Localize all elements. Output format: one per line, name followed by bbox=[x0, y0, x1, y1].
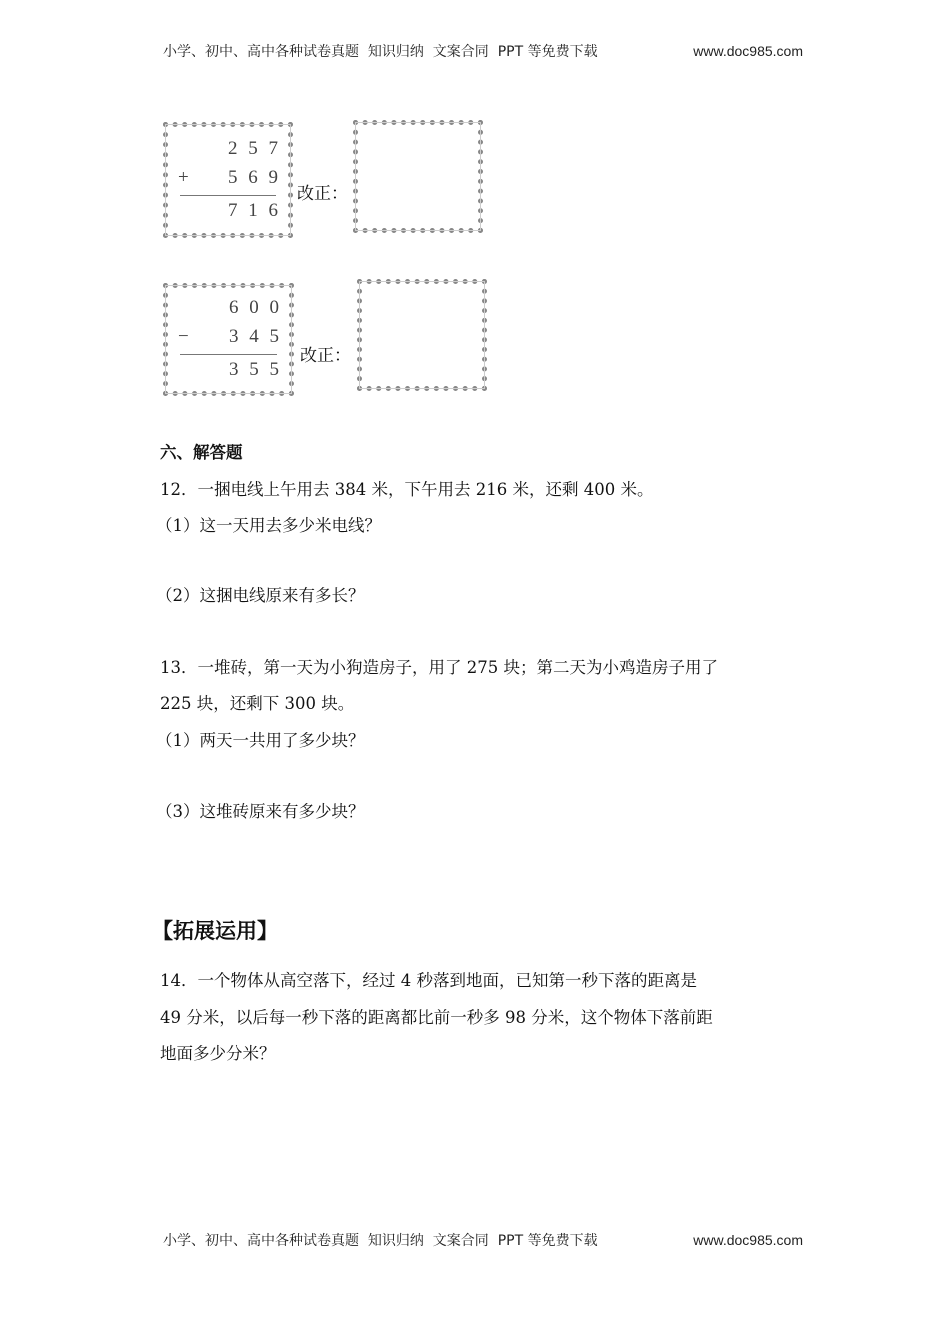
plus-sign: + bbox=[178, 167, 189, 188]
question-14-line-2: 49 分米，以后每一秒下落的距离都比前一秒多 98 分米，这个物体下落前距 bbox=[160, 1008, 713, 1027]
question-13-part-1: （1）两天一共用了多少块？ bbox=[156, 731, 365, 750]
addend-1: 2 5 7 bbox=[228, 138, 278, 159]
minus-sign: − bbox=[178, 326, 189, 347]
question-13: 13．一堆砖，第一天为小狗造房子，用了 275 块；第二天为小鸡造房子用了 bbox=[160, 658, 718, 677]
wrong-sum: 7 1 6 bbox=[228, 200, 278, 221]
question-12-part-1: （1）这一天用去多少米电线？ bbox=[156, 516, 381, 535]
minuend: 6 0 0 bbox=[229, 297, 279, 318]
correction-answer-box[interactable] bbox=[357, 279, 487, 391]
footer-url[interactable]: www.doc985.com bbox=[693, 1232, 803, 1248]
extension-title: 【拓展运用】 bbox=[152, 919, 278, 943]
correction-answer-box[interactable] bbox=[353, 120, 483, 233]
addend-2: 5 6 9 bbox=[228, 167, 278, 188]
section-title: 六、解答题 bbox=[160, 443, 243, 462]
vertical-addition-frame bbox=[163, 122, 293, 238]
vertical-subtraction-frame bbox=[163, 283, 294, 396]
question-13-part-3: （3）这堆砖原来有多少块？ bbox=[156, 802, 365, 821]
header-text: 小学、初中、高中各种试卷真题 知识归纳 文案合同 PPT 等免费下载 bbox=[163, 44, 598, 60]
question-14: 14．一个物体从高空落下，经过 4 秒落到地面，已知第一秒下落的距离是 bbox=[160, 971, 697, 990]
header-url[interactable]: www.doc985.com bbox=[693, 43, 803, 59]
sum-rule bbox=[180, 195, 276, 196]
correction-label: 改正： bbox=[297, 184, 348, 204]
subtrahend: 3 4 5 bbox=[229, 326, 279, 347]
page-footer bbox=[163, 1230, 803, 1250]
difference-rule bbox=[180, 354, 277, 355]
question-13-cont: 225 块，还剩下 300 块。 bbox=[160, 694, 355, 713]
correction-label: 改正： bbox=[300, 346, 351, 366]
question-14-line-3: 地面多少分米？ bbox=[160, 1044, 276, 1063]
footer-text: 小学、初中、高中各种试卷真题 知识归纳 文案合同 PPT 等免费下载 bbox=[163, 1233, 598, 1249]
page-header bbox=[163, 41, 803, 61]
question-12-part-2: （2）这捆电线原来有多长？ bbox=[156, 586, 365, 605]
question-12: 12．一捆电线上午用去 384 米，下午用去 216 米，还剩 400 米。 bbox=[160, 480, 654, 499]
wrong-difference: 3 5 5 bbox=[229, 359, 279, 380]
